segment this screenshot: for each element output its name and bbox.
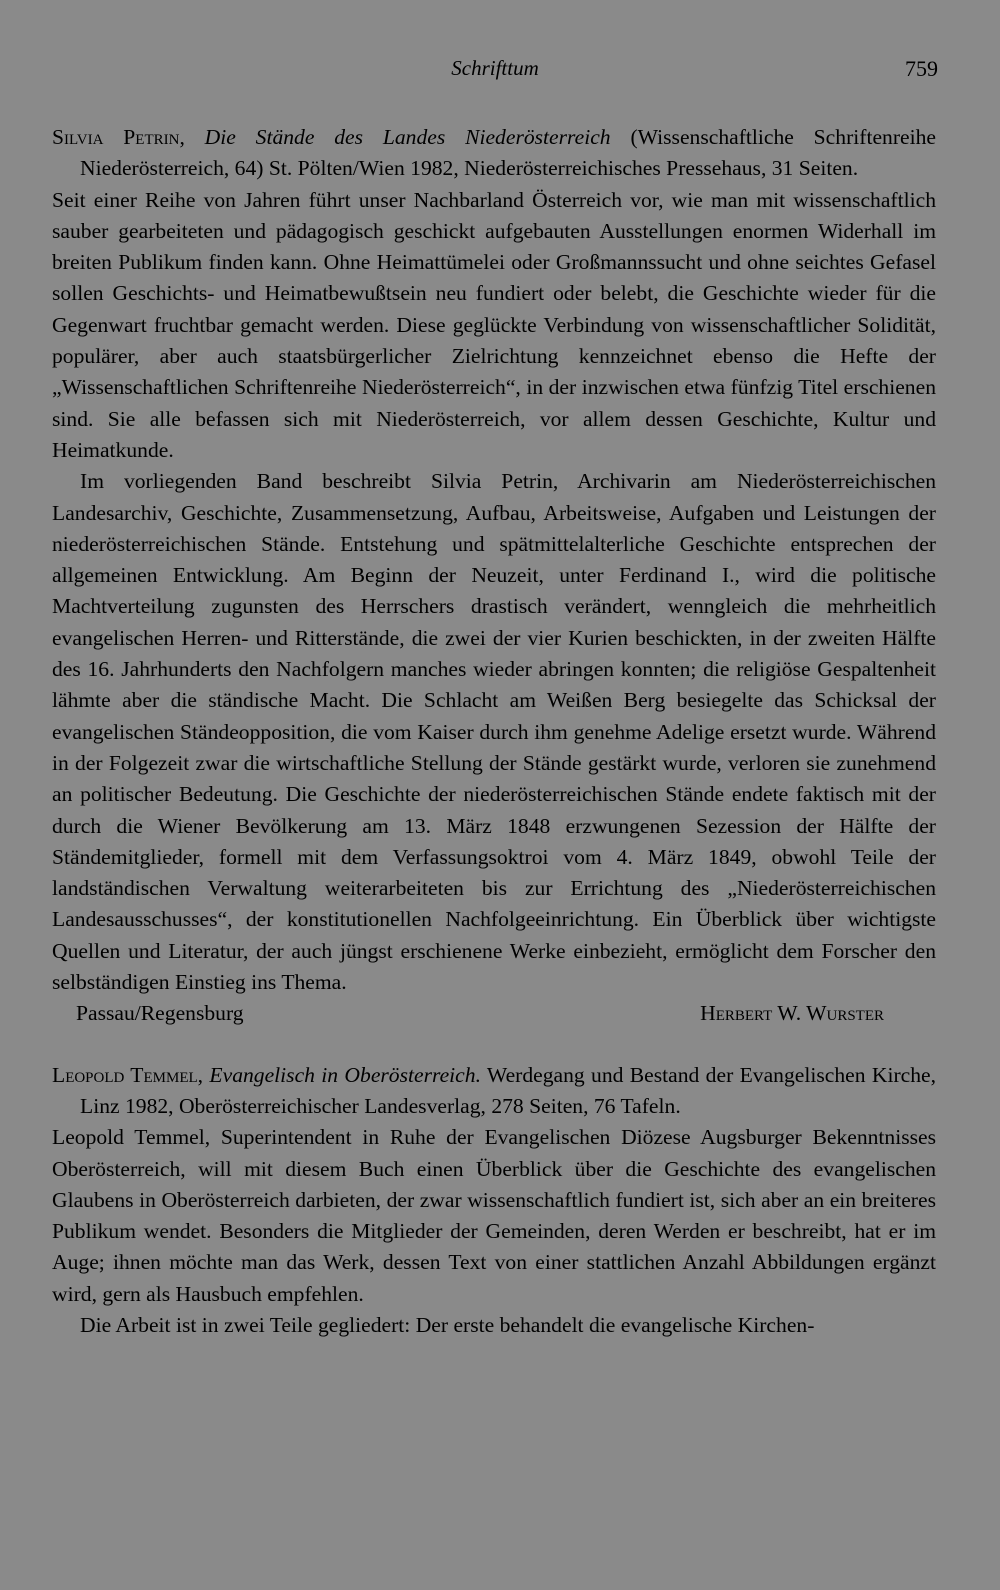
running-head bbox=[52, 56, 938, 86]
page-number: 759 bbox=[905, 56, 938, 81]
reviewer-name: Herbert W. Wurster bbox=[700, 1001, 884, 1026]
review-paragraph: Leopold Temmel, Superintendent in Ruhe der Evangelischen Diözese Augsburger Bekenntnisses Oberösterreich, will mit diesem Buch einen Überblick über die Geschichte des evangelischen Glaubens in Oberösterreich darbieten, der zwar wissenschaftlich fundiert ist, sich aber an ein breiteres Publikum wendet. Besonders die Mitglieder der Gemeinden, deren Werden er beschreibt, hat er im Auge; ihnen möchte man das Werk, dessen Text von einer stattlichen Anzahl Abbildungen ergänzt wird, gern als Hausbuch empfehlen. bbox=[52, 1125, 936, 1306]
entry-title: Evangelisch in Oberösterreich. bbox=[209, 1062, 481, 1087]
entry-title: Die Stände des Landes Niederösterreich bbox=[204, 125, 611, 149]
reviewer-place: Passau/Regensburg bbox=[76, 1001, 244, 1026]
review-paragraph: Seit einer Reihe von Jahren führt unser Nachbarland Österreich vor, wie man mit wissenschaftlich sauber gearbeiteten und pädagogisch geschickt aufgebauten Ausstellungen enormen Widerhall im breiten Publikum finden kann. Ohne Heimattümelei oder Großmannssucht und ohne seichtes Gefasel sollen Geschichts- und Heimatbewußtsein neu fundiert oder belebt, die Geschichte wieder für die Gegenwart fruchtbar gemacht werden. Diese geglückte Verbindung von wissenschaftlicher Solidität, populärer, aber auch staatsbürgerlicher Zielrichtung kennzeichnet ebenso die Hefte der „Wissenschaftlichen Schriftenreihe Niederösterreich“, in der inzwischen etwa fünfzig Titel erschienen sind. Sie alle befassen sich mit Niederösterreich, vor allem dessen Geschichte, Kultur und Heimatkunde. bbox=[52, 187, 936, 462]
section-spacer bbox=[52, 1030, 936, 1060]
review-petrin bbox=[52, 122, 936, 1030]
running-title: Schrifttum bbox=[451, 56, 539, 80]
review-signature bbox=[52, 998, 936, 1029]
body-text bbox=[52, 122, 936, 1341]
entry-details: (Wissenschaftliche Schriftenreihe Niederösterreich, 64) St. Pölten/Wien 1982, Niederösterreichisches Pressehaus, 31 Seiten. bbox=[80, 125, 936, 181]
bibliographic-entry: Silvia Petrin, Die Stände des Landes Niederösterreich (Wissenschaftliche Schriftenreihe Niederösterreich, 64) St. Pölten/Wien 1982, Niederösterreichisches Pressehaus, 31 Seiten. bbox=[52, 125, 936, 181]
review-paragraph: Die Arbeit ist in zwei Teile gegliedert: Der erste behandelt die evangelische Kirchen- bbox=[80, 1312, 815, 1337]
review-paragraph: Im vorliegenden Band beschreibt Silvia Petrin, Archivarin am Niederösterreichischen Landesarchiv, Geschichte, Zusammensetzung, Aufbau, Arbeitsweise, Aufgaben und Leistungen der niederösterreichischen Stände. Entstehung und spätmittelalterliche Geschichte entsprechen der allgemeinen Entwicklung. Am Beginn der Neuzeit, unter Ferdinand I., wird die politische Machtverteilung zugunsten des Herrschers drastisch verändert, wenngleich die mehrheitlich evangelischen Herren- und Ritterstände, die zwei der vier Kurien beschickten, in der zweiten Hälfte des 16. Jahrhunderts den Nachfolgern manches wieder abringen konnten; die religiöse Gespaltenheit lähmte aber die ständische Macht. Die Schlacht am Weißen Berg besiegelte das Schicksal der evangelischen Ständeopposition, die vom Kaiser durch ihm genehme Adelige ersetzt wurde. Während in der Folgezeit zwar die wirtschaftliche Stellung der Stände gestärkt wurde, verloren sie zunehmend an politischer Bedeutung. Die Geschichte der niederösterreichischen Stände endete faktisch mit der durch die Wiener Bevölkerung am 13. März 1848 erzwungenen Sezession der Hälfte der Ständemitglieder, formell mit dem Verfassungsoktroi vom 4. März 1849, obwohl Teile der landständischen Verwaltung weiterarbeiteten bis zur Errichtung des „Niederösterreichischen Landesausschusses“, der konstitutionellen Nachfolgeeinrichtung. Ein Überblick über wichtigste Quellen und Literatur, der auch jüngst erschienene Werke einbezieht, ermöglicht dem Forscher den selbständigen Einstieg ins Thema. bbox=[52, 469, 936, 995]
entry-details: Werdegang und Bestand der Evangelischen Kirche, Linz 1982, Oberösterreichischer Landesverlag, 278 Seiten, 76 Tafeln. bbox=[80, 1062, 937, 1118]
review-temmel bbox=[52, 1060, 936, 1342]
bibliographic-entry: Leopold Temmel, Evangelisch in Oberösterreich. Werdegang und Bestand der Evangelischen Kirche, Linz 1982, Oberösterreichischer Landesverlag, 278 Seiten, 76 Tafeln. bbox=[52, 1062, 937, 1118]
entry-author: Leopold Temmel bbox=[52, 1062, 198, 1087]
entry-author: Silvia Petrin bbox=[52, 125, 180, 149]
